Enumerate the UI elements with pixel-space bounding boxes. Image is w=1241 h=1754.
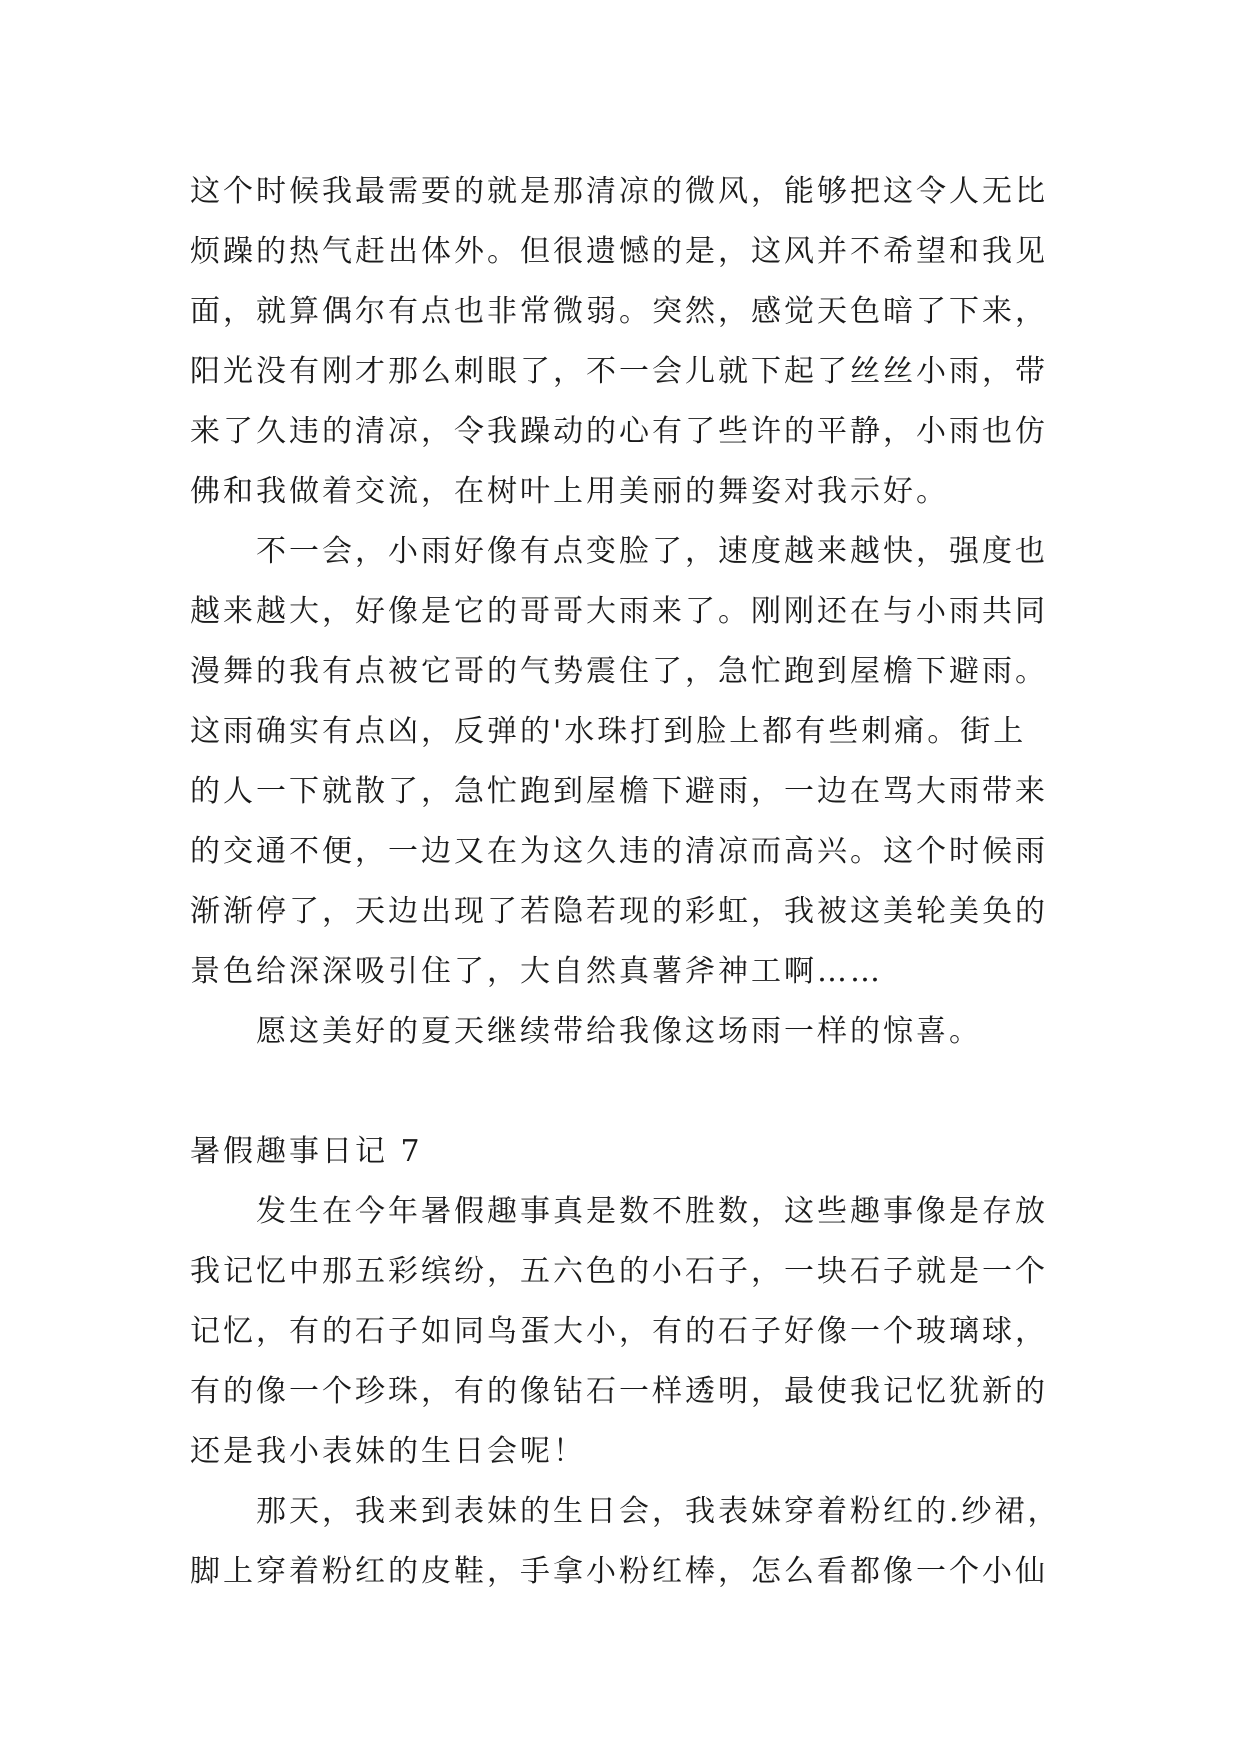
text-line: 这雨确实有点凶，反弹的'水珠打到脸上都有些刺痛。街上 [190,714,1027,749]
spacer [190,1062,1070,1122]
text-line: 我记忆中那五彩缤纷，五六色的小石子，一块石子就是一个 [190,1254,1048,1289]
text-line: 景色给深深吸引住了，大自然真薯斧神工啊…… [190,954,883,989]
section-heading: 暑假趣事日记 7 [190,1134,423,1169]
text-line: 越来越大，好像是它的哥哥大雨来了。刚刚还在与小雨共同 [190,594,1048,629]
text-line: 有的像一个珍珠，有的像钻石一样透明，最使我记忆犹新的 [190,1374,1048,1409]
paragraph [190,1002,1070,1062]
paragraph [190,522,1070,1002]
paragraph [190,1482,1070,1602]
document-body [190,162,1070,1602]
text-line: 愿这美好的夏天继续带给我像这场雨一样的惊喜。 [256,1014,982,1049]
text-line: 渐渐停了，天边出现了若隐若现的彩虹，我被这美轮美奂的 [190,894,1048,929]
text-line: 发生在今年暑假趣事真是数不胜数，这些趣事像是存放 [256,1194,1048,1229]
text-line: 面，就算偶尔有点也非常微弱。突然，感觉天色暗了下来， [190,294,1048,329]
text-line: 这个时候我最需要的就是那清凉的微风，能够把这令人无比 [190,174,1048,209]
text-line: 那天，我来到表妹的生日会，我表妹穿着粉红的.纱裙， [256,1494,1061,1529]
text-line: 来了久违的清凉，令我躁动的心有了些许的平静，小雨也仿 [190,414,1048,449]
paragraph [190,1182,1070,1482]
text-line: 烦躁的热气赶出体外。但很遗憾的是，这风并不希望和我见 [190,234,1048,269]
text-line: 漫舞的我有点被它哥的气势震住了，急忙跑到屋檐下避雨。 [190,654,1048,689]
text-line: 脚上穿着粉红的皮鞋，手拿小粉红棒，怎么看都像一个小仙 [190,1554,1048,1589]
text-line: 记忆，有的石子如同鸟蛋大小，有的石子好像一个玻璃球， [190,1314,1048,1349]
text-line: 佛和我做着交流，在树叶上用美丽的舞姿对我示好。 [190,474,949,509]
paragraph [190,162,1070,522]
text-line: 还是我小表妹的生日会呢！ [190,1434,586,1469]
text-line: 阳光没有刚才那么刺眼了，不一会儿就下起了丝丝小雨，带 [190,354,1048,389]
text-line: 不一会，小雨好像有点变脸了，速度越来越快，强度也 [256,534,1048,569]
text-line: 的交通不便，一边又在为这久违的清凉而高兴。这个时候雨 [190,834,1048,869]
text-line: 的人一下就散了，急忙跑到屋檐下避雨，一边在骂大雨带来 [190,774,1048,809]
